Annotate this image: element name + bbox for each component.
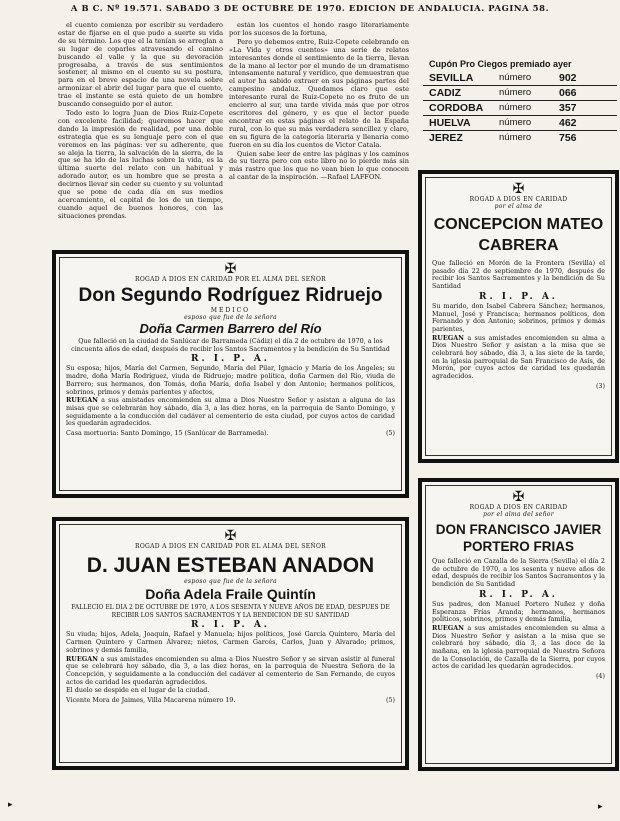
obituary-inner-frame (425, 485, 612, 764)
death-notice: FALLECIO EL DIA 2 DE OCTUBRE DE 1970, A LOS SESENTA Y NUEVE AÑOS DE EDAD, DESPUES DE RECIBIR LOS SANTOS SACRAMENTOS Y LA BENDICION DE SU SANTIDAD (71, 604, 390, 619)
ruegan-text (60, 397, 401, 428)
ruegan-text (60, 656, 401, 687)
ripa: R. I. P. A. (191, 620, 270, 631)
family-list: Su marido, don Isabel Cabrera Sánchez; hermanos, Manuel, José y Francisca; hermanos políticos, don Fernando y don Antonio; sobrinos, primos y demás parientes, (432, 301, 605, 333)
ruegan-body: a sus amistades encomienden su alma a Dios Nuestro Señor y asistan a la misa que se celebrará hoy sábado, día 3, a las siete de la tarde, en la iglesia parroquial de San Francisco de Asís, de Morón, por cuyos actos de caridad les quedarán agradecidos. (432, 333, 605, 381)
family-list: Sus padres, don Manuel Portero Nuñez y doña Esperanza Frías Aranda; hermanos, hermanos políticos, sobrinos, primos y demás familia, (432, 599, 605, 624)
lottery-label: número (499, 117, 532, 128)
article-column-1 (58, 22, 223, 254)
obituary-top-line-2: por el alma de (494, 203, 543, 210)
lottery-row (423, 131, 617, 145)
address-row (426, 672, 611, 680)
ruegan-body: a sus amistades encomienden su alma a Dios Nuestro Señor y asistan a la misa que se celebrará hoy sábado, día 3, a las doce de la mañana, en la iglesia parroquial de Nuestra Señora de la Consolación, de Cazalla de la Sierra, por cuyos actos de caridad les quedarán agradecidos. (432, 623, 605, 671)
deceased-name: DON FRANCISCO JAVIER PORTERO FRIAS (435, 522, 602, 554)
ruegan-word: RUEGAN (432, 623, 465, 632)
obituary-inner-frame (59, 257, 402, 491)
lottery-city: SEVILLA (429, 72, 474, 84)
article-paragraph: Todo esto lo logra Juan de Dios Ruiz-Copete con excelente facilidad; queremos hacer que dando la impresión de realidad, por una doble estrategia que es su lenguaje pero con el que veremos en las páginas: ver su adherente, que se aleja la tierra, la salvación de la sierra, de la que se ha ido de las luchas sobre la vida, es la última suerte del relato con un habitual y adorado autor, es un hombre que se presta a decirnos llevar sin ceder su cuento y su voluntad que se pone de cada día en sus medios acercamiento, el capital de los de un tiempo, cuando aquel de buenos honores, con las situaciones prendas. (58, 108, 223, 220)
obituary-top-line: ROGAD A DIOS EN CARIDAD (469, 196, 568, 203)
article-column-2 (229, 22, 409, 254)
obituary-inner-frame (425, 177, 612, 456)
lottery-label: número (499, 87, 532, 98)
lottery-label: número (499, 132, 532, 143)
article-paragraph: están los cuentos el hondo rasgo literariamente por los sucesos de la fortuna, (229, 22, 409, 37)
obituary-top-line: ROGAD A DIOS EN CARIDAD (469, 504, 568, 511)
obituary-portero (418, 478, 619, 771)
article-paragraph: Pero yo debemos entre, Ruiz-Copete celebrando en «La Vida y otros cuentos» una serie de relatos interesantes donde el sentimiento de la tierra, llevan de la mano al lector por el mundo de un dramatismo intensamente natural y verídico, que demuestran que el autor ha sabido extraer en sus páginas partes del campesino andaluz. Quedamos claro que este interesante rural de Ruiz-Copete no es fruto de un encierro al sur, una tarde vivida más que por otros escritores del género, y es que el lector puede encontrar en estas páginas el relato de la España rural, con lo que su más verdadera sencillez y claro, en su figura de la categoría literaria y llenaria como fueron en su día los cuentos de Victor Catala. (229, 37, 409, 149)
lottery-number: 357 (559, 102, 577, 114)
ruegan-body: a sus amistades encomienden su alma a Dios Nuestro Señor y asistan a alguna de las misas que se celebrarán hoy sábado, día 3, a las diez horas, en la parroquia de Santo Domingo, y seguidamente a la conducción del cadáver al cementerio de esta ciudad, por cuyos actos de caridad les quedarán agradecidos. (66, 396, 395, 428)
reference-number: (3) (595, 381, 605, 390)
reference-number: (5) (385, 429, 395, 438)
spouse-line: esposo que fue de la señora (184, 578, 277, 585)
lottery-row (423, 71, 617, 86)
ruegan-word: RUEGAN (66, 396, 99, 405)
death-notice: Que falleció en Morón de la Frontera (Sevilla) el pasado día 22 de septiembre de 1970, después de recibir los Santos Sacramentos y la bendición de Su Santidad (432, 259, 605, 291)
obituary-top-line: ROGAD A DIOS EN CARIDAD POR EL ALMA DEL SEÑOR (135, 543, 326, 550)
lottery-number: 462 (559, 117, 577, 129)
address: Vicente Mora de Jaimes, Villa Macarena número 19. (66, 696, 236, 705)
ripa: R. I. P. A. (191, 354, 270, 365)
lottery-row (423, 86, 617, 101)
ruegan-word: RUEGAN (66, 654, 99, 663)
cross-icon: ✠ (512, 181, 525, 197)
lottery-label: número (499, 72, 532, 83)
death-notice: Que falleció en la ciudad de Sanlúcar de Barrameda (Cádiz) el día 2 de octubre de 1970, a los cincuenta años de edad, después de recibir los Santos Sacramentos y la bendición de Su Santidad (71, 337, 390, 353)
spouse-line: esposo que fue de la señora (184, 314, 277, 321)
duel-note: El duelo se despide en el lugar de la ciudad. (66, 686, 210, 695)
ruegan-word: RUEGAN (432, 333, 465, 342)
obituary-top-line: ROGAD A DIOS EN CARIDAD POR EL ALMA DEL SEÑOR (135, 276, 326, 283)
ripa: R. I. P. A. (479, 589, 558, 600)
deceased-name: D. JUAN ESTEBAN ANADON (86, 554, 375, 577)
lottery-number: 902 (559, 72, 577, 84)
cross-icon: ✠ (512, 489, 525, 505)
reference-number: (5) (385, 696, 395, 705)
deceased-profession: MEDICO (210, 307, 251, 314)
address: Casa mortuoria: Santo Domingo, 15 (Sanlúcar de Barrameda). (66, 429, 269, 438)
obituary-rodriguez (52, 250, 409, 498)
lottery-title: Cupón Pro Ciegos premiado ayer (429, 59, 572, 69)
page-header: A B C. Nº 19.571. SABADO 3 DE OCTUBRE DE 1970. EDICION DE ANDALUCIA. PAGINA 58. (70, 3, 550, 13)
obituary-inner-frame (59, 524, 402, 763)
lottery-city: CORDOBA (429, 102, 484, 114)
spouse-name: Doña Adela Fraile Quintín (145, 586, 316, 602)
ruegan-body: a sus amistades encomienden su alma a Dios Nuestro Señor y se sirvan asistir al funeral que se celebrará hoy sábado, día 3, a las diez horas, en la parroquia de Nuestra Señora de la Concepción, y seguidamente a la conducción del cadáver al cementerio de San Fernando, de cuyos actos de caridad les quedarán agradecidos. (66, 654, 395, 686)
family-list: Su viuda; hijos, Adela, Joaquín, Rafael y Manuela; hijos políticos, José García Quintero, María del Carmen Quintero y Carmen Álvarez; nietos, Carmen Garcés, Carlos, Juan y Alvarado; primos, sobrinos y demás familia, (66, 630, 395, 654)
lottery-number: 066 (559, 87, 577, 99)
cross-icon: ✠ (224, 261, 237, 277)
article-paragraph: el cuento comienza por escribir su verdadero estar de fijarse en el que pudo a suerte su vida de su término. Los que el la tenían se arreglan a su lugar de coparles atravesando el camino buscando el valle y la que su devoración progresaba, a través de sus sentimientos sostener, al mismo en el cuento su su postura, para en el breve espacio de una novela sobre armonizar el abrir del lugar para que el cuento, trae el instante se está quieto de un hombre buscando conseguido por el autor. (58, 22, 223, 109)
lottery-box (423, 59, 617, 162)
lottery-city: JEREZ (429, 132, 463, 144)
obituary-esteban (52, 517, 409, 770)
ripa: R. I. P. A. (479, 291, 558, 302)
lottery-label: número (499, 102, 532, 113)
family-list: Su esposa; hijos, María del Carmen, Segundo, María del Pilar, Ignacio y María de los Ángeles; su madre, doña María Rodríguez, viuda de Ridruejo; madre política, doña Carmen del Río, viuda de Barrero; sus hermanos, don Tomás, doña María, doña Isabel y don Antonio; hermanos políticos, sobrinos, primos y demás parientes y afectos, (66, 364, 395, 396)
cross-icon: ✠ (224, 528, 237, 544)
lottery-city: HUELVA (429, 117, 471, 129)
ruegan-text (426, 625, 611, 671)
obituary-top-line-2: por el alma del señor (483, 511, 554, 518)
death-notice: Que falleció en Cazalla de la Sierra (Sevilla) el día 2 de octubre de 1970, a los sesenta y nueve años de edad, después de recibir los Santos Sacramentos y la bendición de Su Santidad (432, 557, 605, 589)
obituary-mateo (418, 170, 619, 463)
address-row (60, 696, 401, 704)
scan-mark-icon: ▸ (598, 802, 603, 812)
reference-number: (4) (595, 672, 605, 681)
lottery-number: 756 (559, 132, 577, 144)
lottery-city: CADIZ (429, 87, 462, 99)
scan-mark-icon: ▸ (8, 800, 13, 810)
lottery-row (423, 101, 617, 116)
deceased-name: CONCEPCION MATEO CABRERA (433, 216, 604, 254)
address-row (60, 429, 401, 437)
spouse-name: Doña Carmen Barrero del Río (139, 321, 322, 336)
address-row (426, 382, 611, 390)
lottery-row (423, 116, 617, 131)
ruegan-text (426, 335, 611, 381)
article-paragraph: Quien sabe leer de entre las páginas y los caminos de su tierra pero con este libro no lo pierde más sin más rastro que los que no vean bien lo que conocen al cantar de la inspiración. —Rafael LAFFON. (229, 149, 409, 182)
deceased-name: Don Segundo Rodríguez Ridruejo (78, 285, 383, 306)
